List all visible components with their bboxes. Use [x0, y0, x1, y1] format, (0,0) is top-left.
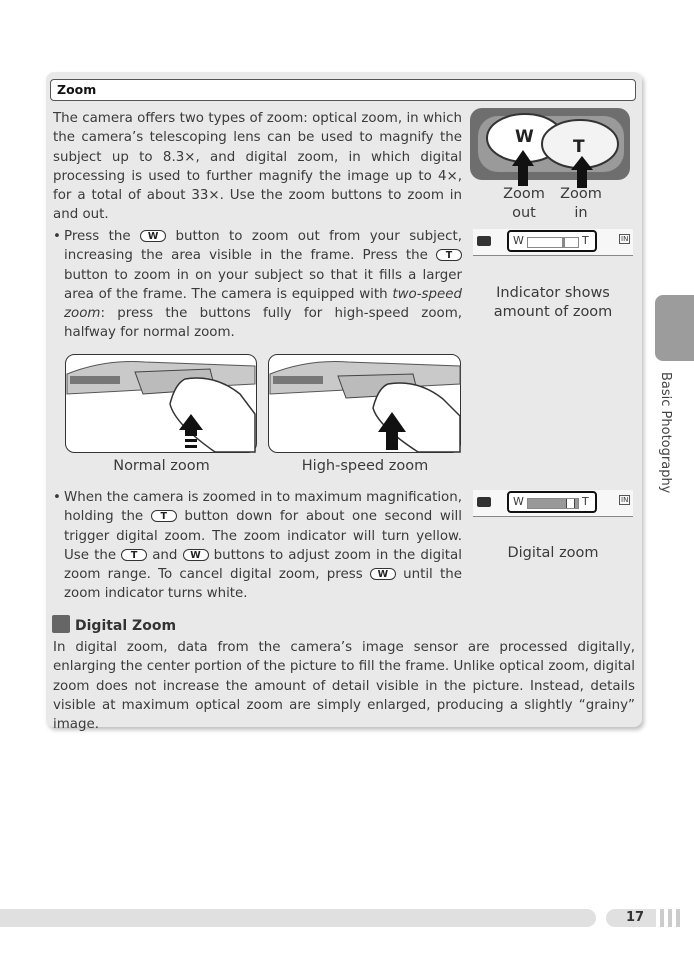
bullet-marker: • — [53, 229, 61, 244]
zoom-in-caption: Zoom in — [560, 186, 602, 221]
high-speed-zoom-caption: High-speed zoom — [301, 458, 429, 474]
section-title-bar — [50, 79, 636, 101]
indicator-t-label: T — [582, 495, 589, 508]
indicator-t-label: T — [582, 234, 589, 247]
footer-bar — [0, 909, 596, 927]
chapter-tab — [655, 295, 694, 361]
footer-stripe — [660, 909, 664, 927]
normal-zoom-caption: Normal zoom — [113, 458, 210, 474]
zoom-out-caption: Zoom out — [503, 186, 545, 221]
t-button-icon: T — [121, 549, 147, 561]
intro-paragraph: The camera offers two types of zoom: optical zoom, in which the camera’s telescoping lens can be used to magnify the subject up to 8.3×, and digital zoom, in which digital processing is used to further magnify the image up to 4×, for a total of about 33×. Use the zoom buttons to zoom in and out. — [53, 111, 462, 223]
svg-text:W: W — [515, 127, 534, 147]
t-button-icon: T — [436, 249, 462, 261]
high-speed-zoom-illustration — [268, 354, 462, 454]
camera-icon — [477, 497, 491, 507]
chapter-tab-label: Basic Photography — [658, 372, 673, 494]
page-number: 17 — [626, 910, 645, 925]
svg-text:T: T — [573, 137, 585, 157]
zoom-buttons-illustration — [470, 108, 636, 188]
pencil-note-icon — [52, 615, 70, 633]
w-button-icon: W — [370, 568, 396, 580]
note-heading: Digital Zoom — [52, 615, 176, 634]
bullet-paragraph-zoom-buttons: Press the W button to zoom out from your subject, increasing the area visible in the frame. Press the T button to zoom in on your subject so that it fills a larger area of the frame. The camera is equipped with two-speed zoom: press the buttons fully for high-speed zoom, halfway for normal zoom. — [64, 229, 463, 341]
digital-zoom-caption: Digital zoom — [507, 545, 599, 561]
note-body: In digital zoom, data from the camera’s image sensor are processed digitally, enlarging the center portion of the picture to fill the frame. Unlike optical zoom, digital zoom does not increase the amount of detail visible in the picture. Instead, details visible at maximum optical zoom are simply enlarged, producing a slightly “grainy” image. — [53, 640, 635, 733]
digital-zoom-indicator-display — [473, 490, 633, 517]
t-button-icon: T — [151, 510, 177, 522]
camera-icon — [477, 236, 491, 246]
zoom-indicator-display — [473, 229, 633, 256]
normal-zoom-illustration — [65, 354, 258, 454]
footer-stripe — [668, 909, 672, 927]
indicator-w-label: W — [513, 234, 524, 247]
bullet-marker: • — [53, 490, 61, 505]
internal-memory-icon: IN — [621, 496, 629, 504]
indicator-caption: Indicator shows amount of zoom — [493, 285, 613, 320]
section-title: Zoom — [57, 82, 97, 97]
bullet-paragraph-digital-zoom: When the camera is zoomed in to maximum magnification, holding the T button down for about one second will trigger digital zoom. The zoom indicator will turn yellow. Use the T and W buttons to adjust zoom in the digital zoom range. To cancel digital zoom, press W until the zoom indicator turns white. — [64, 490, 462, 602]
indicator-w-label: W — [513, 495, 524, 508]
footer-stripe — [676, 909, 680, 927]
internal-memory-icon: IN — [621, 235, 629, 243]
w-button-icon: W — [140, 230, 166, 242]
w-button-icon: W — [183, 549, 209, 561]
